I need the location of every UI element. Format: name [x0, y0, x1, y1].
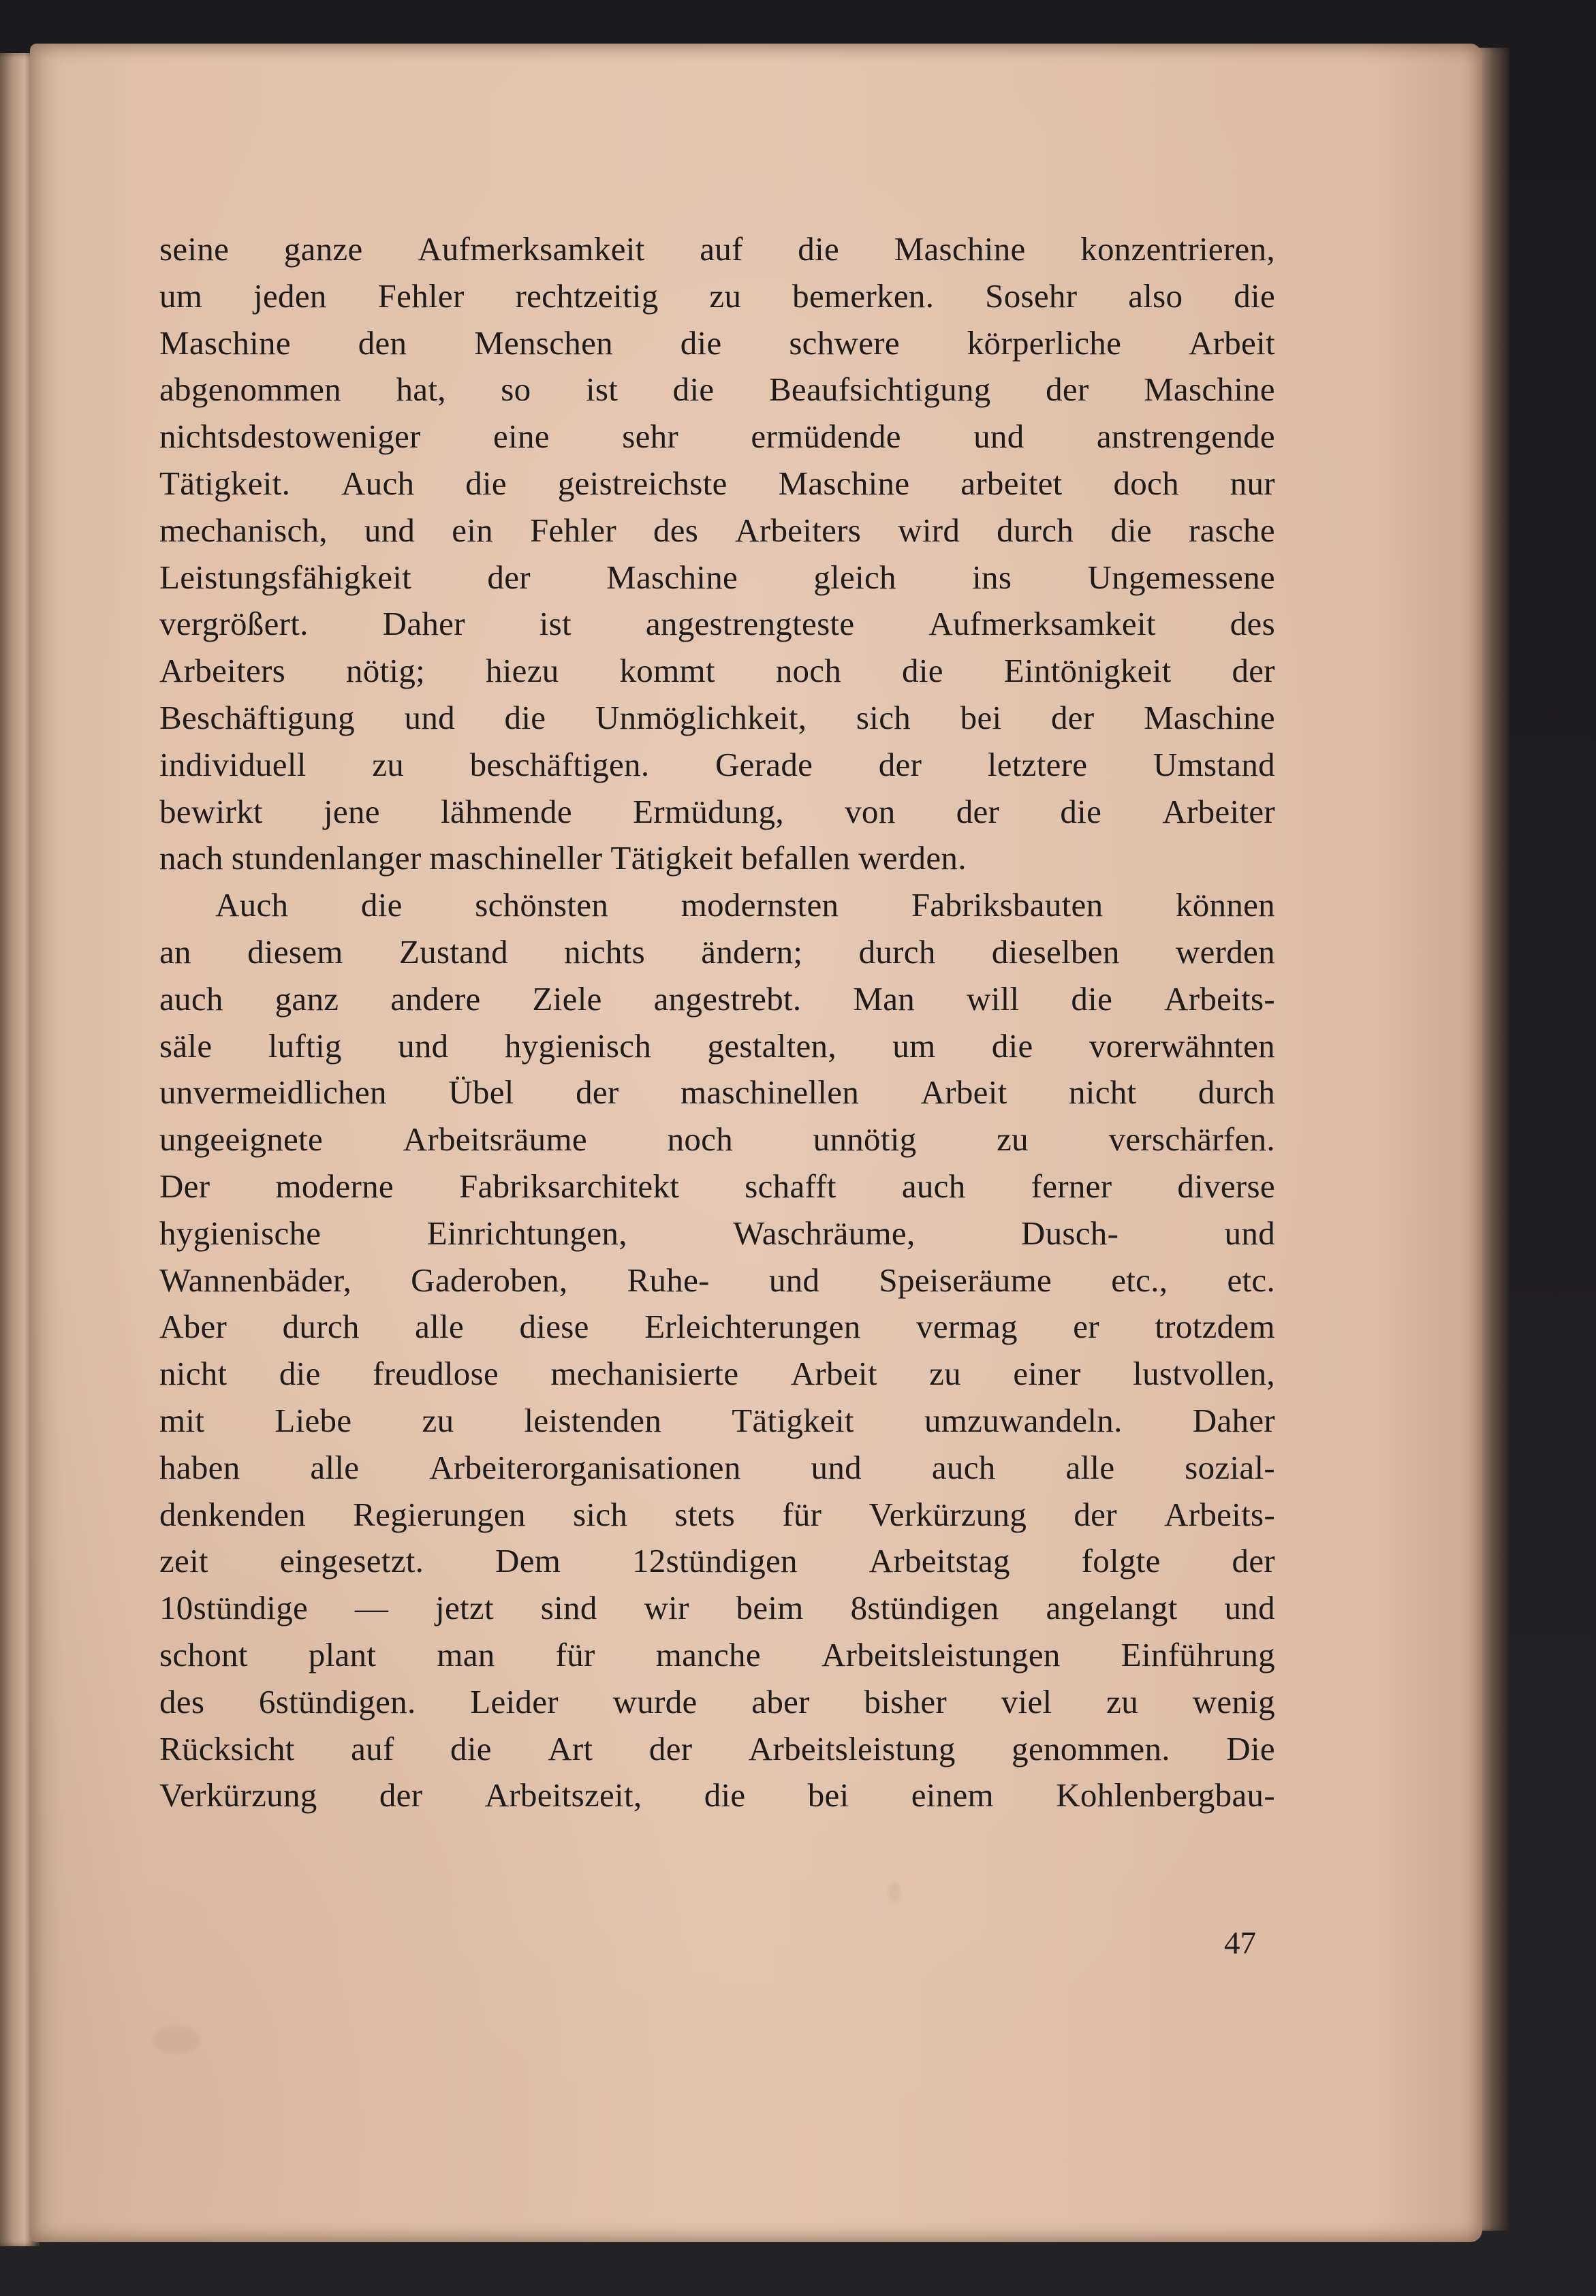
text-line — [159, 1163, 1275, 1210]
word: schwere — [789, 324, 900, 362]
word: eingesetzt. — [279, 1542, 424, 1580]
text-line — [159, 1304, 1275, 1351]
text-line — [159, 742, 1275, 789]
word: 8stündigen — [850, 1589, 999, 1627]
word: Aufmerksamkeit — [418, 230, 645, 268]
word: zeit — [159, 1542, 208, 1580]
text-line — [159, 273, 1275, 320]
text-line — [159, 789, 1275, 836]
word: der — [1232, 1542, 1275, 1580]
word: Ungemessene — [1087, 558, 1275, 596]
word: ganz — [275, 979, 339, 1018]
text-line — [159, 366, 1275, 413]
word: Zustand — [398, 932, 508, 971]
word: durch — [997, 511, 1074, 549]
text-line — [159, 320, 1275, 367]
word: Arbeitsleistung — [748, 1729, 956, 1767]
word: einem — [911, 1776, 994, 1814]
word: der — [956, 792, 1000, 830]
word: moderne — [275, 1167, 394, 1205]
word: Daher — [382, 605, 465, 643]
word: schönsten — [475, 886, 609, 924]
word: rechtzeitig — [515, 277, 659, 315]
text-line — [159, 1679, 1275, 1726]
word: doch — [1113, 464, 1179, 502]
word: letztere — [987, 745, 1088, 783]
word: Art — [548, 1729, 593, 1767]
word: vermag — [916, 1308, 1018, 1346]
paragraph-start-line — [159, 882, 1275, 929]
word: mit — [159, 1401, 205, 1439]
word: angestrengteste — [645, 605, 855, 643]
word: ganze — [283, 230, 363, 268]
text-line — [159, 929, 1275, 976]
word: zu — [997, 1120, 1029, 1159]
word: manche — [655, 1635, 761, 1673]
word: schafft — [745, 1167, 836, 1205]
word: eine — [493, 418, 550, 456]
word: Verkürzung — [159, 1776, 317, 1814]
word: der — [1232, 652, 1275, 690]
word: Arbeitsleistungen — [821, 1635, 1061, 1673]
word: bemerken. — [792, 277, 935, 315]
word: die — [798, 230, 840, 268]
word: freudlose — [373, 1355, 499, 1393]
text-line — [159, 413, 1275, 460]
word: mechanisch, — [159, 511, 328, 549]
word: der — [648, 1729, 693, 1767]
word: auch — [159, 979, 223, 1018]
word: vorerwähnten — [1089, 1026, 1275, 1065]
word: Maschine — [159, 324, 291, 362]
word: die — [1071, 979, 1113, 1018]
text-line — [159, 1585, 1275, 1632]
word: die — [279, 1355, 321, 1393]
word: alle — [310, 1448, 360, 1486]
word: Dem — [495, 1542, 561, 1580]
word: ändern; — [701, 932, 803, 971]
word: nur — [1230, 464, 1275, 502]
word: Beschäftigung — [159, 698, 355, 736]
word: abgenommen — [159, 371, 341, 409]
word: die — [902, 652, 943, 690]
word: Arbeitsräume — [403, 1120, 587, 1159]
word: hygienische — [159, 1214, 322, 1252]
word: die — [360, 886, 403, 924]
word: durch — [858, 932, 936, 971]
word: auf — [351, 1729, 394, 1767]
word: die — [465, 464, 507, 502]
text-line — [159, 1492, 1275, 1539]
word: Umstand — [1153, 745, 1275, 783]
word: der — [576, 1073, 619, 1112]
word: Maschine — [778, 464, 910, 502]
word: lähmende — [441, 792, 572, 830]
word: seine — [159, 230, 230, 268]
word: nichts — [564, 932, 646, 971]
word: der — [1051, 698, 1095, 736]
word: etc., — [1111, 1261, 1168, 1299]
word: Maschine — [1144, 371, 1275, 409]
word: sind — [540, 1589, 597, 1627]
word: Arbeiters — [735, 511, 862, 549]
word: Arbeit — [920, 1073, 1007, 1112]
word: Ruhe- — [627, 1261, 710, 1299]
word: konzentrieren, — [1080, 230, 1275, 268]
word: maschinellen — [680, 1073, 860, 1112]
word: ermüdende — [751, 418, 901, 456]
word: stundenlanger — [231, 839, 422, 877]
word: beschäftigen. — [469, 745, 650, 783]
word: die — [672, 371, 715, 409]
word: Übel — [448, 1073, 514, 1112]
text-line — [159, 1632, 1275, 1679]
word: Man — [853, 979, 916, 1018]
word: Unmöglichkeit, — [595, 698, 807, 736]
word: anstrengende — [1096, 418, 1275, 456]
word: säle — [159, 1026, 213, 1065]
word: befallen — [741, 839, 851, 877]
word: ungeeignete — [159, 1120, 324, 1159]
word: des — [159, 1682, 205, 1720]
word: durch — [282, 1308, 360, 1346]
word: bei — [807, 1776, 849, 1814]
word: Rücksicht — [159, 1729, 295, 1767]
word: der — [379, 1776, 423, 1814]
word: andere — [390, 979, 481, 1018]
word: die — [704, 1776, 746, 1814]
word: Arbeiterorganisationen — [429, 1448, 741, 1486]
word: trotzdem — [1155, 1308, 1275, 1346]
text-line — [159, 1772, 1275, 1819]
word: und — [811, 1448, 862, 1486]
word: Ermüdung, — [633, 792, 784, 830]
text-line — [159, 1538, 1275, 1585]
text-line — [159, 1445, 1275, 1492]
word: nichtsdestoweniger — [159, 418, 421, 456]
word: Daher — [1192, 1401, 1275, 1439]
word: also — [1128, 277, 1183, 315]
word: vergrößert. — [159, 605, 309, 643]
word: Die — [1226, 1729, 1275, 1767]
word: der — [878, 745, 922, 783]
text-line — [159, 554, 1275, 601]
word: durch — [1198, 1073, 1275, 1112]
text-line — [159, 460, 1275, 507]
word: wir — [644, 1589, 689, 1627]
word: die — [680, 324, 722, 362]
word: Beaufsichtigung — [768, 371, 991, 409]
word: Auch — [215, 886, 289, 924]
word: schont — [159, 1635, 248, 1673]
word: des — [653, 511, 699, 549]
word: ein — [452, 511, 493, 549]
word: können — [1175, 886, 1275, 924]
text-line — [159, 976, 1275, 1023]
word: diesem — [247, 932, 343, 971]
word: noch — [775, 652, 842, 690]
word: zu — [422, 1401, 454, 1439]
word: unvermeidlichen — [159, 1073, 387, 1112]
text-line — [159, 226, 1275, 273]
word: Fabriksbauten — [911, 886, 1104, 924]
word: Tätigkeit. — [159, 464, 291, 502]
word: Fehler — [529, 511, 616, 549]
word: Aufmerksamkeit — [928, 605, 1156, 643]
word: wird — [898, 511, 960, 549]
word: modernsten — [680, 886, 839, 924]
word: einer — [1013, 1355, 1081, 1393]
word: Arbeiter — [1162, 792, 1275, 830]
word: zu — [1106, 1682, 1138, 1720]
word: nicht — [1069, 1073, 1137, 1112]
word: und — [364, 511, 416, 549]
word: aber — [751, 1682, 810, 1720]
word: Waschräume, — [733, 1214, 916, 1252]
word: diese — [519, 1308, 589, 1346]
paragraph-end-line — [159, 835, 1275, 882]
text-line — [159, 1116, 1275, 1163]
word: etc. — [1227, 1261, 1275, 1299]
body-text — [159, 226, 1275, 1819]
word: um — [159, 277, 203, 315]
word: leistenden — [524, 1401, 662, 1439]
word: verschärfen. — [1108, 1120, 1275, 1159]
word: sozial- — [1185, 1448, 1275, 1486]
word: Aber — [159, 1308, 228, 1346]
word: sehr — [622, 418, 679, 456]
word: gestalten, — [707, 1026, 836, 1065]
word: Tätigkeit — [610, 839, 733, 877]
word: an — [159, 932, 191, 971]
word: rasche — [1188, 511, 1275, 549]
word: ferner — [1031, 1167, 1112, 1205]
word: Dusch- — [1020, 1214, 1119, 1252]
word: für — [555, 1635, 595, 1673]
word: bei — [960, 698, 1002, 736]
word: plant — [308, 1635, 377, 1673]
word: nicht — [159, 1355, 228, 1393]
word: für — [782, 1495, 822, 1533]
word: Maschine — [606, 558, 738, 596]
word: und — [768, 1261, 820, 1299]
word: auf — [700, 230, 743, 268]
word: die — [1234, 277, 1275, 315]
word: hygienisch — [504, 1026, 652, 1065]
word: genommen. — [1012, 1729, 1170, 1767]
word: die — [504, 698, 546, 736]
word: will — [967, 979, 1020, 1018]
word: Tätigkeit — [732, 1401, 854, 1439]
word: Speiseräume — [879, 1261, 1052, 1299]
word: Maschine — [894, 230, 1026, 268]
word: Sosehr — [985, 277, 1078, 315]
word: Arbeits- — [1164, 979, 1275, 1018]
paper-stain — [888, 1883, 901, 1903]
text-line — [159, 1398, 1275, 1445]
word: stets — [674, 1495, 736, 1533]
word: die — [991, 1026, 1033, 1065]
word: jeden — [253, 277, 327, 315]
word: — — [354, 1589, 389, 1627]
word: und — [404, 698, 455, 736]
word: die — [1060, 792, 1102, 830]
word: Arbeitszeit, — [484, 1776, 642, 1814]
word: wenig — [1192, 1682, 1275, 1720]
word: zu — [709, 277, 742, 315]
word: Kohlenbergbau- — [1056, 1776, 1275, 1814]
word: um — [892, 1026, 936, 1065]
word: haben — [159, 1448, 240, 1486]
word: jetzt — [435, 1589, 494, 1627]
word: Einrichtungen, — [426, 1214, 627, 1252]
word: nach — [159, 839, 223, 877]
word: ist — [585, 371, 619, 409]
word: Menschen — [474, 324, 613, 362]
word: die — [1110, 511, 1152, 549]
word: nötig; — [345, 652, 426, 690]
word: lustvollen, — [1133, 1355, 1275, 1393]
word: 12stündigen — [632, 1542, 798, 1580]
word: und — [398, 1026, 449, 1065]
word: Fabriksarchitekt — [458, 1167, 680, 1205]
word: man — [437, 1635, 495, 1673]
page-number: 47 — [1224, 1925, 1256, 1961]
text-line — [159, 1069, 1275, 1116]
text-line — [159, 648, 1275, 695]
word: und — [1224, 1214, 1275, 1252]
word: der — [1046, 371, 1089, 409]
word: auch — [931, 1448, 996, 1486]
word: Arbeit — [1188, 324, 1275, 362]
word: alle — [415, 1308, 465, 1346]
word: Gaderoben, — [411, 1261, 568, 1299]
word: 6stündigen. — [258, 1682, 416, 1720]
text-line — [159, 1351, 1275, 1398]
word: maschineller — [429, 839, 603, 877]
word: luftig — [268, 1026, 342, 1065]
word: Gerade — [715, 745, 813, 783]
word: werden — [1175, 932, 1275, 971]
word: angelangt — [1046, 1589, 1178, 1627]
text-line — [159, 695, 1275, 742]
word: hat, — [396, 371, 446, 409]
word: werden. — [858, 839, 967, 877]
word: Arbeitstag — [869, 1542, 1010, 1580]
word: so — [501, 371, 531, 409]
text-line — [159, 1023, 1275, 1070]
word: wurde — [612, 1682, 698, 1720]
word: hiezu — [485, 652, 559, 690]
word: arbeitet — [960, 464, 1063, 502]
word: gleich — [813, 558, 896, 596]
word: bewirkt — [159, 792, 263, 830]
text-line — [159, 1210, 1275, 1257]
text-line — [159, 1726, 1275, 1773]
word: des — [1230, 605, 1275, 643]
word: jene — [323, 792, 380, 830]
word: Arbeiters — [159, 652, 286, 690]
word: folgte — [1081, 1542, 1161, 1580]
word: angestrebt. — [653, 979, 802, 1018]
word: ist — [539, 605, 572, 643]
word: zu — [372, 745, 405, 783]
word: ins — [972, 558, 1012, 596]
text-line — [159, 601, 1275, 648]
word: sich — [856, 698, 911, 736]
word: beim — [736, 1589, 804, 1627]
word: individuell — [159, 745, 307, 783]
word: Ziele — [532, 979, 602, 1018]
word: 10stündige — [159, 1589, 309, 1627]
word: auch — [901, 1167, 966, 1205]
word: körperliche — [967, 324, 1122, 362]
word: noch — [667, 1120, 734, 1159]
word: Maschine — [1144, 698, 1275, 736]
word: dieselben — [991, 932, 1120, 971]
word: geistreichste — [557, 464, 727, 502]
word: Wannenbäder, — [159, 1261, 352, 1299]
word: Leistungsfähigkeit — [159, 558, 412, 596]
word: Auch — [341, 464, 415, 502]
word: viel — [1001, 1682, 1052, 1720]
word: Arbeits- — [1164, 1495, 1275, 1533]
word: unnötig — [813, 1120, 917, 1159]
word: der — [1074, 1495, 1117, 1533]
word: umzuwandeln. — [924, 1401, 1123, 1439]
word: Einführung — [1121, 1635, 1275, 1673]
word: Leider — [470, 1682, 559, 1720]
word: Regierungen — [353, 1495, 526, 1533]
word: Der — [159, 1167, 210, 1205]
word: den — [358, 324, 407, 362]
word: von — [845, 792, 896, 830]
word: der — [487, 558, 531, 596]
word: alle — [1065, 1448, 1115, 1486]
word: Verkürzung — [869, 1495, 1027, 1533]
text-line — [159, 507, 1275, 554]
paper-stain — [153, 2026, 200, 2054]
word: Fehler — [377, 277, 465, 315]
word: Erleichterungen — [644, 1308, 861, 1346]
text-line — [159, 1257, 1275, 1304]
word: diverse — [1177, 1167, 1275, 1205]
word: mechanisierte — [550, 1355, 739, 1393]
word: er — [1073, 1308, 1099, 1346]
word: und — [1224, 1589, 1275, 1627]
word: die — [450, 1729, 492, 1767]
word: kommt — [619, 652, 715, 690]
word: Arbeit — [790, 1355, 877, 1393]
word: zu — [929, 1355, 961, 1393]
book-page — [30, 44, 1482, 2242]
word: denkenden — [159, 1495, 306, 1533]
word: und — [973, 418, 1024, 456]
word: Eintönigkeit — [1003, 652, 1172, 690]
word: bisher — [864, 1682, 948, 1720]
word: sich — [573, 1495, 628, 1533]
word: Liebe — [275, 1401, 352, 1439]
